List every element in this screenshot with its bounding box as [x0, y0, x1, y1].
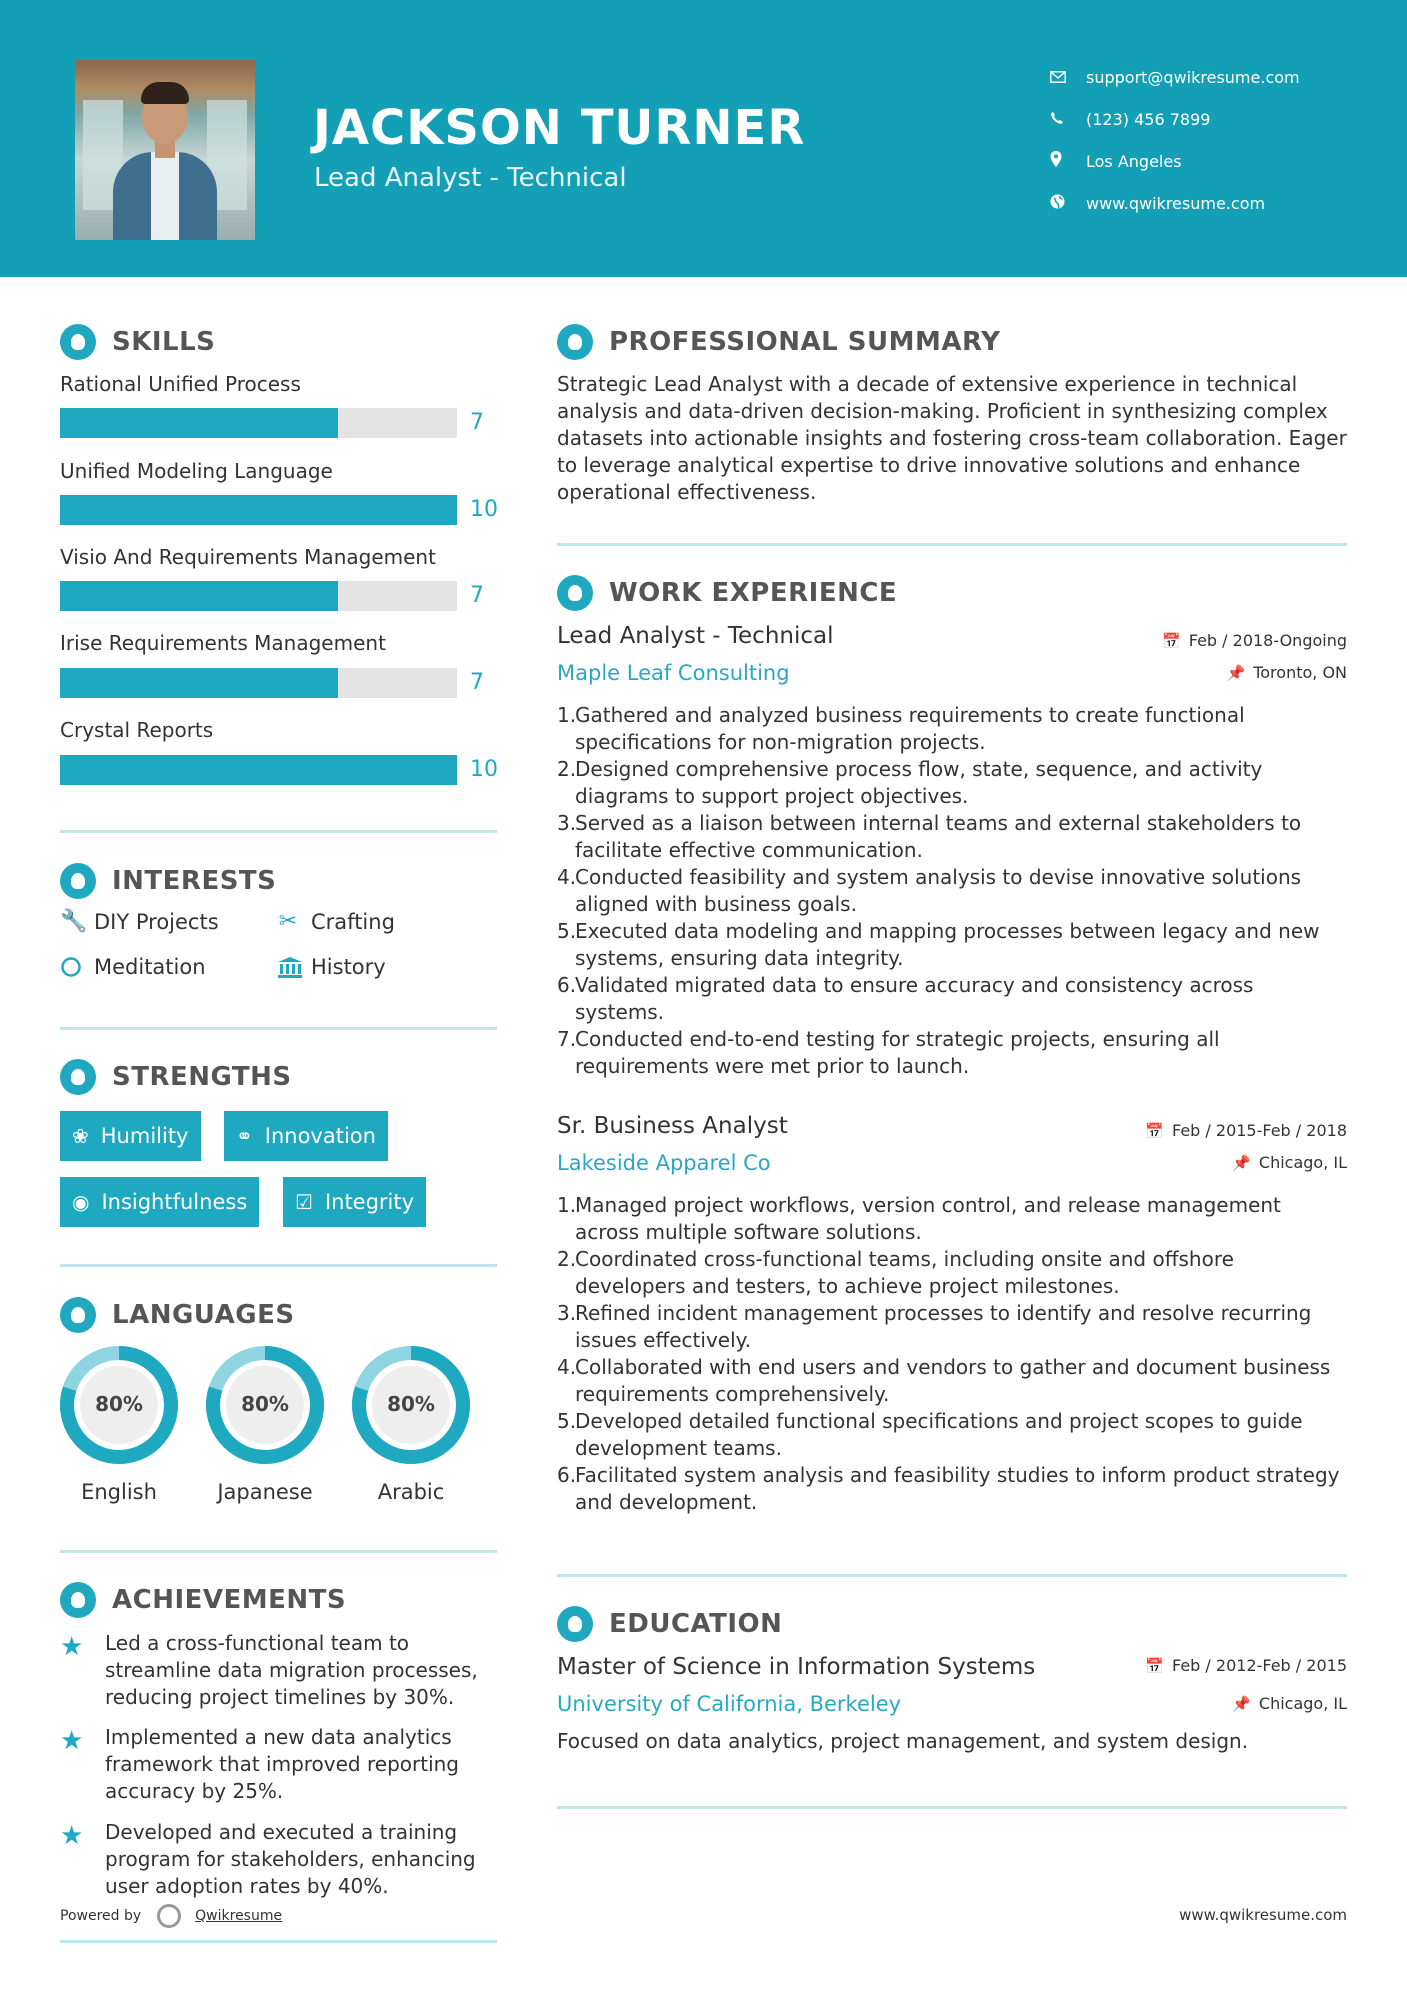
company-name: Maple Leaf Consulting	[557, 661, 790, 685]
list-item: 7. Conducted end-to-end testing for strategic projects, ensuring all requirements were met prior to launch.	[557, 1027, 1220, 1078]
skills-heading	[60, 324, 215, 360]
star-icon: ★	[60, 1821, 84, 1851]
paper-plane-icon	[60, 863, 96, 899]
pin-icon: 📌	[1226, 663, 1246, 682]
skill-label: Rational Unified Process	[60, 372, 301, 396]
language-name: Japanese	[217, 1480, 313, 1504]
section-divider	[60, 830, 497, 833]
contact-website[interactable]	[1050, 182, 1370, 224]
education-dates	[1145, 1656, 1347, 1675]
summary-heading	[557, 324, 1000, 360]
job-duties	[557, 702, 1347, 1080]
achievements-heading-text: ACHIEVEMENTS	[112, 1585, 347, 1615]
profile-photo	[75, 60, 255, 240]
list-item: 1. Managed project workflows, version control, and release management across multiple software solutions.	[557, 1193, 1281, 1244]
interest-label: History	[311, 955, 386, 979]
skill-label: Irise Requirements Management	[60, 631, 386, 655]
skill-bar-fill	[60, 668, 338, 698]
candidate-title: Lead Analyst - Technical	[314, 163, 627, 193]
job-title: Sr. Business Analyst	[557, 1113, 788, 1139]
skill-label: Unified Modeling Language	[60, 459, 333, 483]
skill-bar-fill	[60, 408, 338, 438]
education-description: Focused on data analytics, project management, and system design.	[557, 1729, 1249, 1753]
calendar-icon: 📅	[1145, 1656, 1164, 1675]
strengths-heading-text: STRENGTHS	[112, 1062, 292, 1092]
pin-icon: 📌	[1232, 1153, 1251, 1172]
wrench-icon: 🔧	[60, 909, 88, 934]
star-icon: ★	[60, 1632, 84, 1662]
eye-icon: ◉	[72, 1190, 90, 1214]
list-item: 1. Gathered and analyzed business requirements to create functional specifications for non-migration projects.	[557, 703, 1245, 754]
skill-bar-fill	[60, 755, 457, 785]
interest-item	[277, 910, 395, 934]
strength-label: Innovation	[264, 1124, 376, 1148]
interest-label: Meditation	[94, 955, 206, 979]
experience-heading-text: WORK EXPERIENCE	[609, 578, 898, 608]
strength-tag	[224, 1111, 388, 1161]
company-name: Lakeside Apparel Co	[557, 1151, 771, 1175]
interest-item	[60, 955, 206, 979]
list-item: 6. Validated migrated data to ensure accuracy and consistency across systems.	[557, 973, 1254, 1024]
leaf-icon: ❀	[72, 1124, 89, 1148]
contact-email[interactable]	[1050, 56, 1370, 98]
powered-by	[60, 1904, 282, 1928]
job-location-text: Toronto, ON	[1253, 663, 1347, 682]
achievement-text: Developed and executed a training program for stakeholders, enhancing user adoption rates by 40%.	[105, 1820, 476, 1898]
section-divider	[60, 1550, 497, 1553]
list-item: 4. Conducted feasibility and system analysis to devise innovative solutions aligned with business goals.	[557, 865, 1302, 916]
envelope-icon	[1050, 68, 1086, 87]
languages-heading	[60, 1297, 295, 1333]
section-divider	[557, 543, 1347, 546]
skill-label: Crystal Reports	[60, 718, 214, 742]
contact-phone[interactable]	[1050, 98, 1370, 140]
skill-bar-fill	[60, 495, 457, 525]
skill-bar	[60, 668, 457, 698]
job-dates	[1145, 1121, 1347, 1140]
pin-icon: 📌	[1232, 1694, 1251, 1713]
star-badge-icon	[60, 1582, 96, 1618]
language-percent: 80%	[95, 1392, 143, 1416]
qwikresume-logo-icon	[157, 1904, 181, 1928]
job-location	[1232, 1153, 1347, 1172]
section-divider	[60, 1027, 497, 1030]
achievement-item	[60, 1630, 500, 1711]
map-pin-icon	[1050, 151, 1086, 171]
skill-bar	[60, 755, 457, 785]
school-name: University of California, Berkeley	[557, 1692, 902, 1716]
interest-item	[277, 955, 386, 979]
section-divider	[557, 1574, 1347, 1577]
contact-location-text: Los Angeles	[1086, 151, 1182, 171]
strength-tag	[60, 1111, 201, 1161]
education-location-text: Chicago, IL	[1258, 1694, 1347, 1713]
circle-icon	[60, 956, 82, 978]
achievement-text: Led a cross-functional team to streamline data migration processes, reducing project timelines by 30%.	[105, 1631, 478, 1709]
list-item: 4. Collaborated with end users and vendors to gather and document business requirements comprehensively.	[557, 1355, 1331, 1406]
star-icon: ★	[60, 1726, 84, 1756]
strength-tag	[283, 1177, 426, 1227]
education-location	[1232, 1694, 1347, 1713]
degree-title: Master of Science in Information Systems	[557, 1654, 1036, 1680]
skill-label: Visio And Requirements Management	[60, 545, 436, 569]
globe-icon	[1050, 194, 1086, 213]
strength-label: Insightfulness	[101, 1190, 248, 1214]
language-name: English	[81, 1480, 157, 1504]
user-icon	[557, 324, 593, 360]
list-item: 2. Coordinated cross-functional teams, including onsite and offshore developers and testers, to achieve project milestones.	[557, 1247, 1234, 1298]
strength-tag	[60, 1177, 259, 1227]
contact-info	[1050, 56, 1370, 224]
skills-heading-text: SKILLS	[112, 327, 216, 357]
candidate-name: JACKSON TURNER	[313, 100, 806, 156]
brand-link[interactable]: Qwikresume	[195, 1908, 283, 1924]
list-item: 3. Refined incident management processes to identify and resolve recurring issues effectively.	[557, 1301, 1312, 1352]
education-heading-text: EDUCATION	[609, 1609, 783, 1639]
powered-by-text: Powered by	[60, 1908, 142, 1924]
skill-value: 7	[470, 410, 484, 435]
lightbulb-icon: ⚭	[236, 1124, 253, 1148]
list-item: 5. Executed data modeling and mapping processes between legacy and new systems, ensuring data integrity.	[557, 919, 1320, 970]
achievements-heading	[60, 1582, 346, 1618]
calendar-icon: 📅	[1145, 1121, 1164, 1140]
job-duties	[557, 1192, 1347, 1516]
languages-heading-text: LANGUAGES	[112, 1300, 295, 1330]
interest-label: DIY Projects	[94, 910, 219, 934]
list-item: 2. Designed comprehensive process flow, state, sequence, and activity diagrams to support project objectives.	[557, 757, 1263, 808]
achievement-item	[60, 1819, 500, 1900]
summary-text: Strategic Lead Analyst with a decade of extensive experience in technical analysis and data-driven decision-making. Proficient in synthesizing complex datasets into actionable insights and fostering cross-team collaboration. Eager to leverage analytical expertise to drive innovative solutions and enhance operational effectiveness.	[557, 372, 1347, 504]
interests-heading	[60, 863, 276, 899]
lightbulb-icon	[60, 324, 96, 360]
interests-heading-text: INTERESTS	[112, 866, 277, 896]
header-banner	[0, 0, 1407, 277]
job-dates-text: Feb / 2015-Feb / 2018	[1172, 1121, 1347, 1140]
language-percent: 80%	[387, 1392, 435, 1416]
graduation-icon	[557, 1606, 593, 1642]
education-dates-text: Feb / 2012-Feb / 2015	[1172, 1656, 1347, 1675]
list-item: 6. Facilitated system analysis and feasibility studies to inform product strategy and development.	[557, 1463, 1340, 1514]
summary-heading-text: PROFESSIONAL SUMMARY	[609, 327, 1001, 357]
achievement-item	[60, 1724, 500, 1805]
strength-label: Integrity	[324, 1190, 415, 1214]
job-title: Lead Analyst - Technical	[557, 623, 834, 649]
section-divider	[60, 1264, 497, 1267]
checkbox-icon: ☑	[295, 1190, 313, 1214]
interest-item	[60, 910, 219, 934]
phone-icon	[1050, 110, 1086, 129]
language-percent: 80%	[241, 1392, 289, 1416]
contact-email-text: support@qwikresume.com	[1086, 67, 1300, 87]
contact-location	[1050, 140, 1370, 182]
skill-value: 10	[470, 497, 498, 522]
skill-bar	[60, 408, 457, 438]
skill-bar	[60, 495, 457, 525]
skill-bar-fill	[60, 581, 338, 611]
skill-value: 7	[470, 670, 484, 695]
interest-label: Crafting	[311, 910, 395, 934]
museum-icon	[277, 956, 299, 978]
skill-value: 7	[470, 583, 484, 608]
job-location	[1227, 663, 1347, 682]
contact-phone-text: (123) 456 7899	[1086, 109, 1211, 129]
scissors-icon: ✂	[278, 909, 298, 934]
list-item: 5. Developed detailed functional specifications and project scopes to guide development teams.	[557, 1409, 1303, 1460]
strengths-heading	[60, 1059, 292, 1095]
skill-value: 10	[470, 757, 498, 782]
achievement-text: Implemented a new data analytics framework that improved reporting accuracy by 25%.	[105, 1725, 459, 1803]
section-divider	[60, 1940, 497, 1943]
experience-heading	[557, 575, 897, 611]
section-divider	[557, 1806, 1347, 1809]
job-dates	[1162, 631, 1347, 650]
job-dates-text: Feb / 2018-Ongoing	[1188, 631, 1347, 650]
contact-website-text: www.qwikresume.com	[1086, 193, 1266, 213]
education-heading	[557, 1606, 782, 1642]
skill-bar	[60, 581, 457, 611]
calendar-icon: 📅	[1162, 631, 1181, 650]
footer-url[interactable]: www.qwikresume.com	[1179, 1906, 1347, 1924]
strength-label: Humility	[100, 1124, 189, 1148]
job-location-text: Chicago, IL	[1258, 1153, 1347, 1172]
briefcase-icon	[557, 575, 593, 611]
language-name: Arabic	[377, 1480, 445, 1504]
language-icon	[60, 1297, 96, 1333]
fist-icon	[60, 1059, 96, 1095]
list-item: 3. Served as a liaison between internal teams and external stakeholders to facilitate effective communication.	[557, 811, 1302, 862]
